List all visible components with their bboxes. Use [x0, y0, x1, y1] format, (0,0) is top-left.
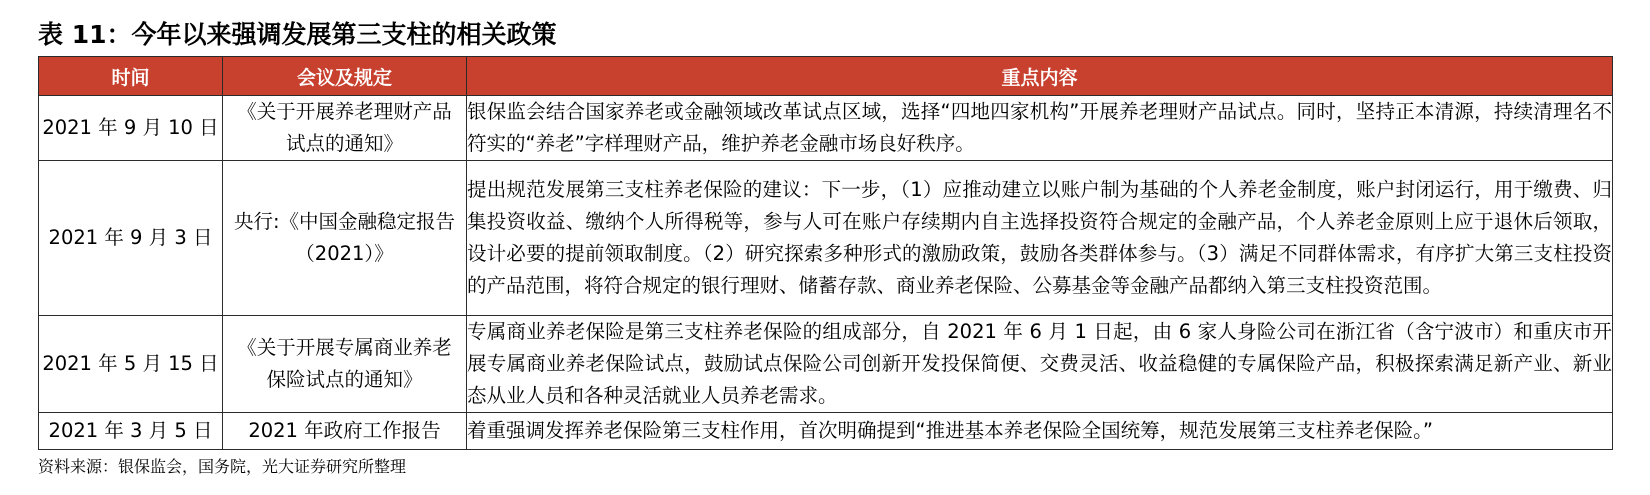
row-time: 2021 年 9 月 10 日: [39, 96, 223, 161]
source-note: 资料来源：银保监会，国务院，光大证券研究所整理: [38, 457, 407, 476]
table-row: [39, 413, 1613, 450]
meeting-line: 试点的通知》: [285, 132, 403, 155]
table-header-row: [39, 57, 1613, 96]
row-content: 着重强调发挥养老保险第三支柱作用，首次明确提到“推进基本养老保险全国统筹，规范发展第三支柱养老保险。”: [467, 413, 1613, 450]
meeting-line: 2021 年政府工作报告: [248, 419, 441, 442]
row-time: 2021 年 3 月 5 日: [39, 413, 223, 450]
meeting-line: （2021）》: [295, 242, 394, 265]
meeting-line: 《关于开展专属商业养老: [237, 336, 452, 359]
header-content: 重点内容: [467, 57, 1613, 96]
meeting-line: 央行:《中国金融稳定报告: [233, 210, 456, 233]
meeting-line: 保险试点的通知》: [266, 368, 423, 391]
table-row: [39, 316, 1613, 413]
row-content: 银保监会结合国家养老或金融领域改革试点区域，选择“四地四家机构”开展养老理财产品试点。同时，坚持正本清源，持续清理名不符实的“养老”字样理财产品，维护养老金融市场良好秩序。: [467, 96, 1613, 161]
row-meeting: [223, 316, 467, 413]
header-meeting: 会议及规定: [223, 57, 467, 96]
row-time: 2021 年 9 月 3 日: [39, 161, 223, 316]
row-content: 专属商业养老保险是第三支柱养老保险的组成部分，自 2021 年 6 月 1 日起，由 6 家人身险公司在浙江省（含宁波市）和重庆市开展专属商业养老保险试点，鼓励试点保险公司创新开发投保简便、交费灵活、收益稳健的专属保险产品，积极探索满足新产业、新业态从业人员和各种灵活就业人员养老需求。: [467, 316, 1613, 413]
row-time: 2021 年 5 月 15 日: [39, 316, 223, 413]
row-content: 提出规范发展第三支柱养老保险的建议：下一步，（1）应推动建立以账户制为基础的个人养老金制度，账户封闭运行，用于缴费、归集投资收益、缴纳个人所得税等，参与人可在账户存续期内自主选择投资符合规定的金融产品，个人养老金原则上应于退休后领取，设计必要的提前领取制度。（2）研究探索多种形式的激励政策，鼓励各类群体参与。（3）满足不同群体需求，有序扩大第三支柱投资的产品范围，将符合规定的银行理财、储蓄存款、商业养老保险、公募基金等金融产品都纳入第三支柱投资范围。: [467, 161, 1613, 316]
table-title: 表 11：今年以来强调发展第三支柱的相关政策: [38, 20, 557, 49]
row-meeting: [223, 413, 467, 450]
row-meeting: [223, 161, 467, 316]
policy-table: [38, 56, 1613, 450]
document: [38, 18, 1613, 480]
table-row: [39, 161, 1613, 316]
table-row: [39, 96, 1613, 161]
meeting-line: 《关于开展养老理财产品: [237, 100, 452, 123]
header-time: 时间: [39, 57, 223, 96]
row-meeting: [223, 96, 467, 161]
